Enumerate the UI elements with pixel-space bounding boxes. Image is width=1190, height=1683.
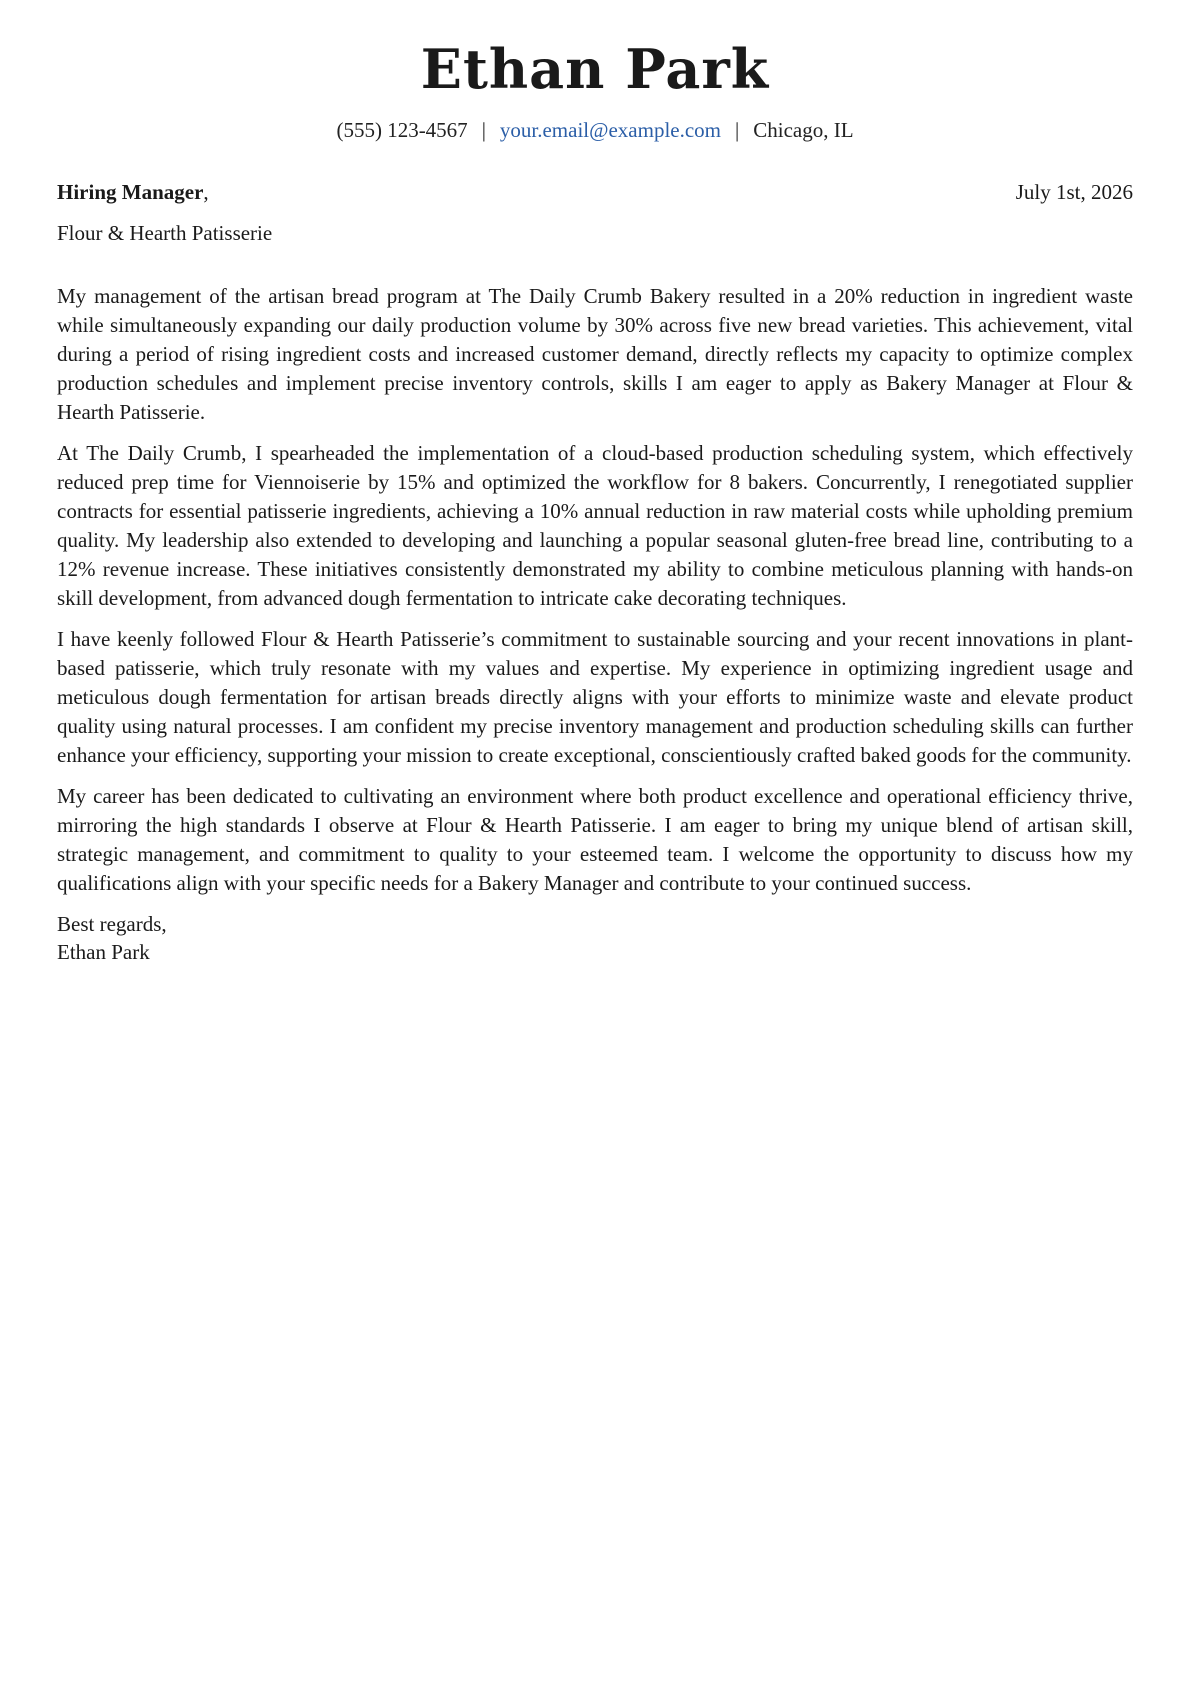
letter-date: July 1st, 2026 xyxy=(1015,180,1133,204)
contact-separator: | xyxy=(481,118,486,142)
body-paragraph: I have keenly followed Flour & Hearth Patisserie’s commitment to sustainable sourcing and your recent innovations in plant-based patisserie, which truly resonate with my values and expertise. My experience in optimizing ingredient usage and meticulous dough fermentation for artisan breads directly aligns with your efforts to minimize waste and elevate product quality using natural processes. I am confident my precise inventory management and production scheduling skills can further enhance your efficiency, supporting your mission to create exceptional, conscientiously crafted baked goods for the community. xyxy=(57,627,1133,767)
recipient-title: Hiring Manager xyxy=(57,180,204,204)
contact-line xyxy=(57,116,1133,144)
email-link[interactable]: your.email@example.com xyxy=(499,118,722,142)
applicant-name: Ethan Park xyxy=(420,37,770,101)
recipient xyxy=(57,178,209,206)
closing-block xyxy=(57,910,1133,966)
location: Chicago, IL xyxy=(753,118,854,142)
cover-letter-page xyxy=(57,0,1133,1683)
body-paragraph: My career has been dedicated to cultivating an environment where both product excellence and operational efficiency thrive, mirroring the high standards I observe at Flour & Hearth Patisserie. I am eager to bring my unique blend of artisan skill, strategic management, and commitment to quality to your esteemed team. I welcome the opportunity to discuss how my qualifications align with your specific needs for a Bakery Manager and contribute to your continued success. xyxy=(57,784,1133,895)
closing-phrase: Best regards, xyxy=(57,912,167,936)
contact-separator: | xyxy=(735,118,740,142)
body-paragraph: My management of the artisan bread program at The Daily Crumb Bakery resulted in a 20% reduction in ingredient waste while simultaneously expanding our daily production volume by 30% across five new bread varieties. This achievement, vital during a period of rising ingredient costs and increased customer demand, directly reflects my capacity to optimize complex production schedules and implement precise inventory controls, skills I am eager to apply as Bakery Manager at Flour & Hearth Patisserie. xyxy=(57,284,1133,424)
signature-name: Ethan Park xyxy=(57,940,150,964)
recipient-punctuation: , xyxy=(203,180,209,204)
company-name: Flour & Hearth Patisserie xyxy=(57,221,273,245)
body-paragraph: At The Daily Crumb, I spearheaded the implementation of a cloud-based production scheduling system, which effectively reduced prep time for Viennoiserie by 15% and optimized the workflow for 8 bakers. Concurrently, I renegotiated supplier contracts for essential patisserie ingredients, achieving a 10% annual reduction in raw material costs while upholding premium quality. My leadership also extended to developing and launching a popular seasonal gluten-free bread line, contributing to a 12% revenue increase. These initiatives consistently demonstrated my ability to combine meticulous planning with hands-on skill development, from advanced dough fermentation to intricate cake decorating techniques. xyxy=(57,441,1133,610)
phone-number: (555) 123-4567 xyxy=(336,118,468,142)
letter-body xyxy=(57,282,1133,966)
